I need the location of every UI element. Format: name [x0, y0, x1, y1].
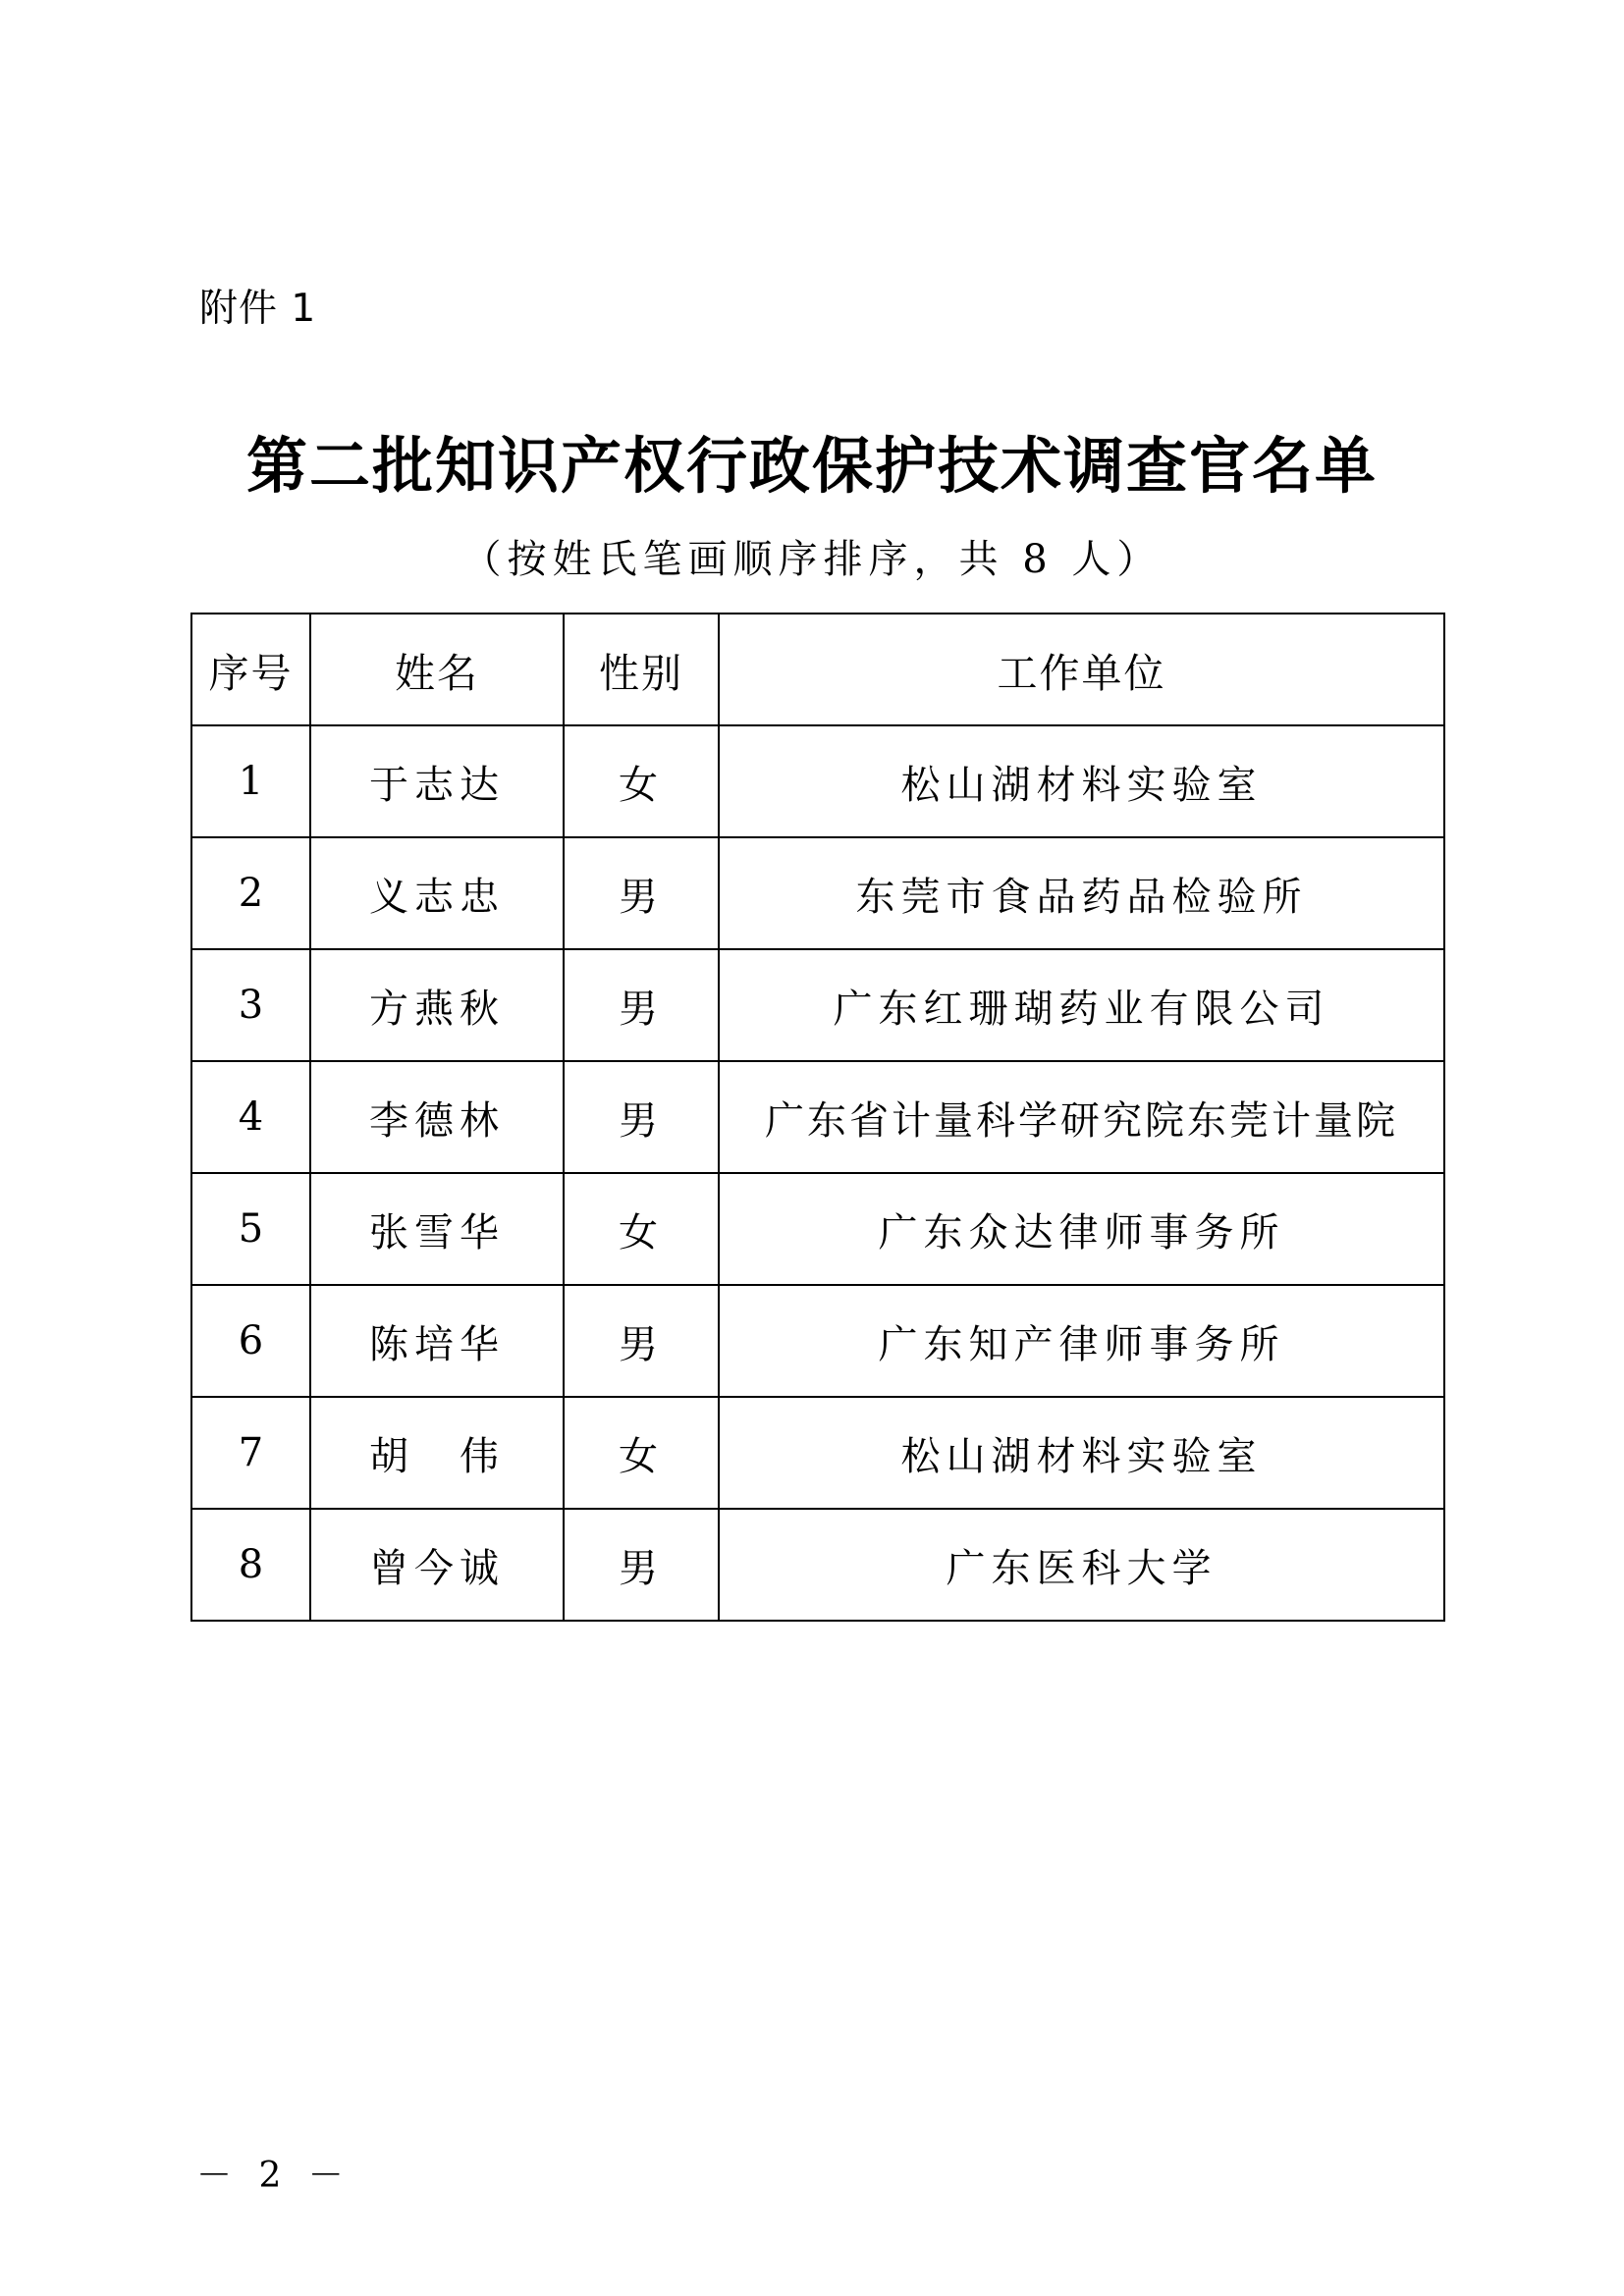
row-gender: 女 [564, 1397, 719, 1509]
row-gender: 男 [564, 1061, 719, 1173]
row-unit: 东莞市食品药品检验所 [719, 837, 1444, 949]
row-index: 7 [191, 1397, 310, 1509]
row-name: 曾今诚 [310, 1509, 564, 1621]
row-index: 3 [191, 949, 310, 1061]
table-row [191, 949, 1444, 1061]
row-gender: 女 [564, 1173, 719, 1285]
table-row [191, 1397, 1444, 1509]
table-row [191, 1061, 1444, 1173]
row-unit: 广东知产律师事务所 [719, 1285, 1444, 1397]
attachment-label: 附件 1 [199, 287, 317, 331]
table-row [191, 1173, 1444, 1285]
row-name: 张雪华 [310, 1173, 564, 1285]
header-gender: 性别 [564, 614, 719, 725]
document-title: 第二批知识产权行政保护技术调查官名单 [245, 430, 1378, 502]
row-unit: 广东医科大学 [719, 1509, 1444, 1621]
row-name: 李德林 [310, 1061, 564, 1173]
row-index: 4 [191, 1061, 310, 1173]
row-gender: 男 [564, 949, 719, 1061]
roster-table [190, 613, 1445, 1622]
table-row [191, 1285, 1444, 1397]
header-index: 序号 [191, 614, 310, 725]
row-unit: 广东红珊瑚药业有限公司 [719, 949, 1444, 1061]
row-index: 8 [191, 1509, 310, 1621]
row-index: 1 [191, 725, 310, 837]
row-name: 胡 伟 [310, 1397, 564, 1509]
row-gender: 男 [564, 1509, 719, 1621]
row-name: 方燕秋 [310, 949, 564, 1061]
row-index: 6 [191, 1285, 310, 1397]
header-unit: 工作单位 [719, 614, 1444, 725]
row-name: 陈培华 [310, 1285, 564, 1397]
row-unit: 广东省计量科学研究院东莞计量院 [719, 1061, 1444, 1173]
table-row [191, 1509, 1444, 1621]
row-unit: 松山湖材料实验室 [719, 725, 1444, 837]
table-header-row [191, 614, 1444, 725]
row-unit: 广东众达律师事务所 [719, 1173, 1444, 1285]
row-gender: 男 [564, 837, 719, 949]
document-subtitle: （按姓氏笔画顺序排序，共 8 人） [461, 537, 1163, 582]
header-name: 姓名 [310, 614, 564, 725]
table-row [191, 837, 1444, 949]
table-row [191, 725, 1444, 837]
page-number: － 2 － [196, 2156, 352, 2196]
row-index: 2 [191, 837, 310, 949]
row-unit: 松山湖材料实验室 [719, 1397, 1444, 1509]
row-gender: 男 [564, 1285, 719, 1397]
row-name: 于志达 [310, 725, 564, 837]
row-name: 义志忠 [310, 837, 564, 949]
row-gender: 女 [564, 725, 719, 837]
row-index: 5 [191, 1173, 310, 1285]
